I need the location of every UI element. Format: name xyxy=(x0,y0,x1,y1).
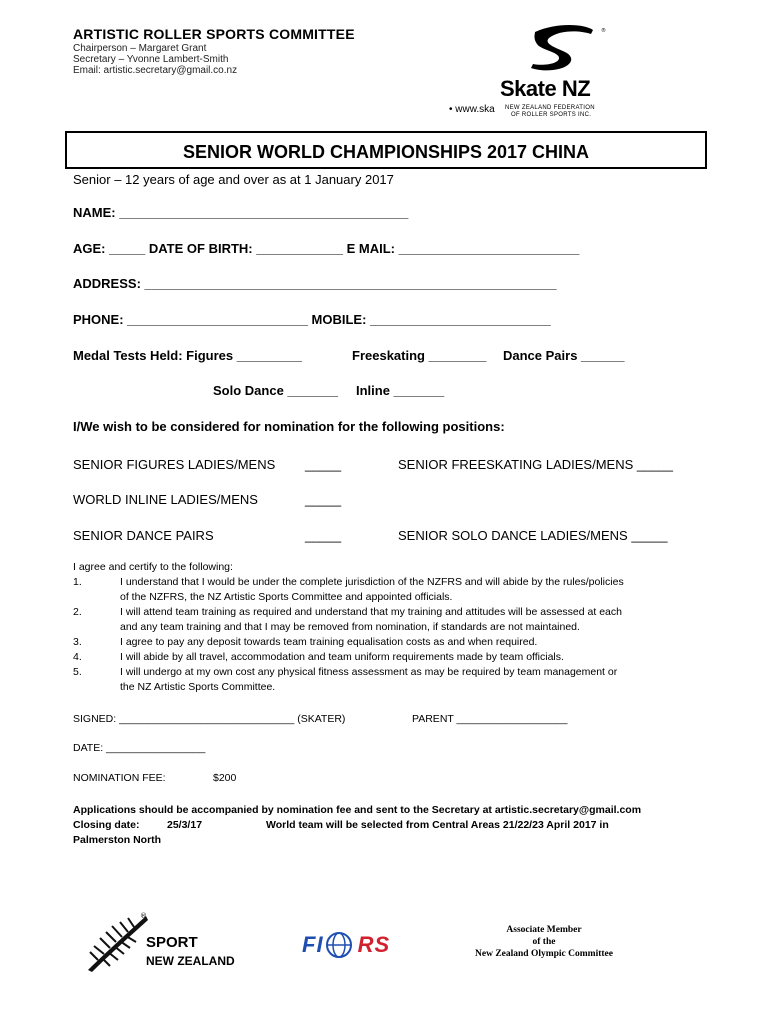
position-freeskating[interactable]: SENIOR FREESKATING LADIES/MENS _____ xyxy=(398,457,674,472)
address-field[interactable]: ADDRESS: _________________________________________________________ xyxy=(73,276,557,291)
medal-inline-field[interactable]: Inline _______ xyxy=(356,383,445,398)
assoc-line-1: Associate Member xyxy=(506,925,582,935)
closing-label: Closing date: xyxy=(73,819,140,831)
assoc-line-2: of the xyxy=(532,937,556,947)
item-number: 2. xyxy=(73,606,82,618)
item-number: 4. xyxy=(73,651,82,663)
title-banner xyxy=(65,131,707,169)
chairperson: Chairperson – Margaret Grant xyxy=(73,43,207,54)
skate-nz-logo xyxy=(497,20,617,120)
world-team: World team will be selected from Central Areas 21/22/23 April 2017 in xyxy=(266,819,609,831)
positions-heading: I/We wish to be considered for nomination for the following positions: xyxy=(73,419,505,434)
sport-nz-text-1: SPORT xyxy=(146,934,198,951)
position-dance-pairs-blank[interactable]: _____ xyxy=(305,528,342,543)
medal-freeskating-field[interactable]: Freeskating ________ xyxy=(352,348,487,363)
item-line: and any team training and that I may be removed from nomination, if standards are not maintained. xyxy=(120,621,580,633)
org-title: ARTISTIC ROLLER SPORTS COMMITTEE xyxy=(73,26,355,42)
sport-nz-logo xyxy=(84,910,244,974)
item-line: the NZ Artistic Sports Committee. xyxy=(120,681,276,693)
website: • www.ska xyxy=(449,104,495,115)
signed-field[interactable]: SIGNED: ______________________________ (SKATER) xyxy=(73,713,346,725)
logo-name: Skate NZ xyxy=(500,76,591,101)
item-number: 5. xyxy=(73,666,82,678)
item-line: I will undergo at my own cost any physical fitness assessment as may be required by team management or xyxy=(120,666,618,678)
assoc-line-3: New Zealand Olympic Committee xyxy=(475,949,613,959)
position-solo-dance[interactable]: SENIOR SOLO DANCE LADIES/MENS _____ xyxy=(398,528,668,543)
item-line: I understand that I would be under the complete jurisdiction of the NZFRS and will abide by the rules/policies xyxy=(120,576,624,588)
item-line: I agree to pay any deposit towards team training equalisation costs as and when required. xyxy=(120,636,538,648)
parent-field[interactable]: PARENT ___________________ xyxy=(412,713,568,725)
item-line: I will attend team training as required and understand that my training and attitudes will be assessed at each xyxy=(120,606,622,618)
firs-text xyxy=(302,932,390,958)
closing-value: 25/3/17 xyxy=(167,819,203,831)
item-line: I will abide by all travel, accommodation and team uniform requirements made by team officials. xyxy=(120,651,564,663)
fee-label: NOMINATION FEE: xyxy=(73,772,166,784)
medal-solo-dance-field[interactable]: Solo Dance _______ xyxy=(213,383,339,398)
medal-figures-field[interactable]: Medal Tests Held: Figures _________ xyxy=(73,348,302,363)
name-field[interactable]: NAME: ________________________________________ xyxy=(73,205,409,220)
position-dance-pairs: SENIOR DANCE PAIRS xyxy=(73,528,214,543)
position-figures-blank[interactable]: _____ xyxy=(305,457,342,472)
firs-text-right: RS xyxy=(357,932,391,957)
item-line: of the NZFRS, the NZ Artistic Sports Committee and appointed officials. xyxy=(120,591,453,603)
secretary: Secretary – Yvonne Lambert-Smith xyxy=(73,54,229,65)
item-number: 3. xyxy=(73,636,82,648)
fee-value: $200 xyxy=(213,772,237,784)
agreement-list xyxy=(0,575,770,695)
svg-text:®: ® xyxy=(601,28,606,34)
agree-heading: I agree and certify to the following: xyxy=(73,561,233,573)
silver-fern-icon xyxy=(84,910,148,974)
logo-sub2: OF ROLLER SPORTS INC. xyxy=(511,112,592,118)
email: Email: artistic.secretary@gmail.co.nz xyxy=(73,65,238,76)
date-field[interactable]: DATE: _________________ xyxy=(73,742,206,754)
associate-member xyxy=(454,924,634,960)
position-inline-blank[interactable]: _____ xyxy=(305,492,342,507)
medal-dance-pairs-field[interactable]: Dance Pairs ______ xyxy=(503,348,625,363)
firs-text-left: FI xyxy=(302,932,324,957)
footer-applications: Applications should be accompanied by nomination fee and sent to the Secretary at artistic.secretary@gmail.com xyxy=(73,804,642,816)
form-subtitle: Senior – 12 years of age and over as at 1 January 2017 xyxy=(73,172,394,187)
form-title: SENIOR WORLD CHAMPIONSHIPS 2017 CHINA xyxy=(182,142,590,162)
sport-nz-text-2: NEW ZEALAND xyxy=(146,954,235,968)
phone-mobile-field[interactable]: PHONE: _________________________ MOBILE: _________________________ xyxy=(73,312,551,327)
logo-sub1: NEW ZEALAND FEDERATION xyxy=(505,105,595,111)
item-number: 1. xyxy=(73,576,82,588)
palmerston: Palmerston North xyxy=(73,834,162,846)
position-figures: SENIOR FIGURES LADIES/MENS xyxy=(73,457,276,472)
position-inline: WORLD INLINE LADIES/MENS xyxy=(73,492,258,507)
firs-logo xyxy=(302,930,412,960)
age-dob-email-field[interactable]: AGE: _____ DATE OF BIRTH: ____________ E MAIL: _________________________ xyxy=(73,241,580,256)
svg-text:®: ® xyxy=(140,912,147,920)
